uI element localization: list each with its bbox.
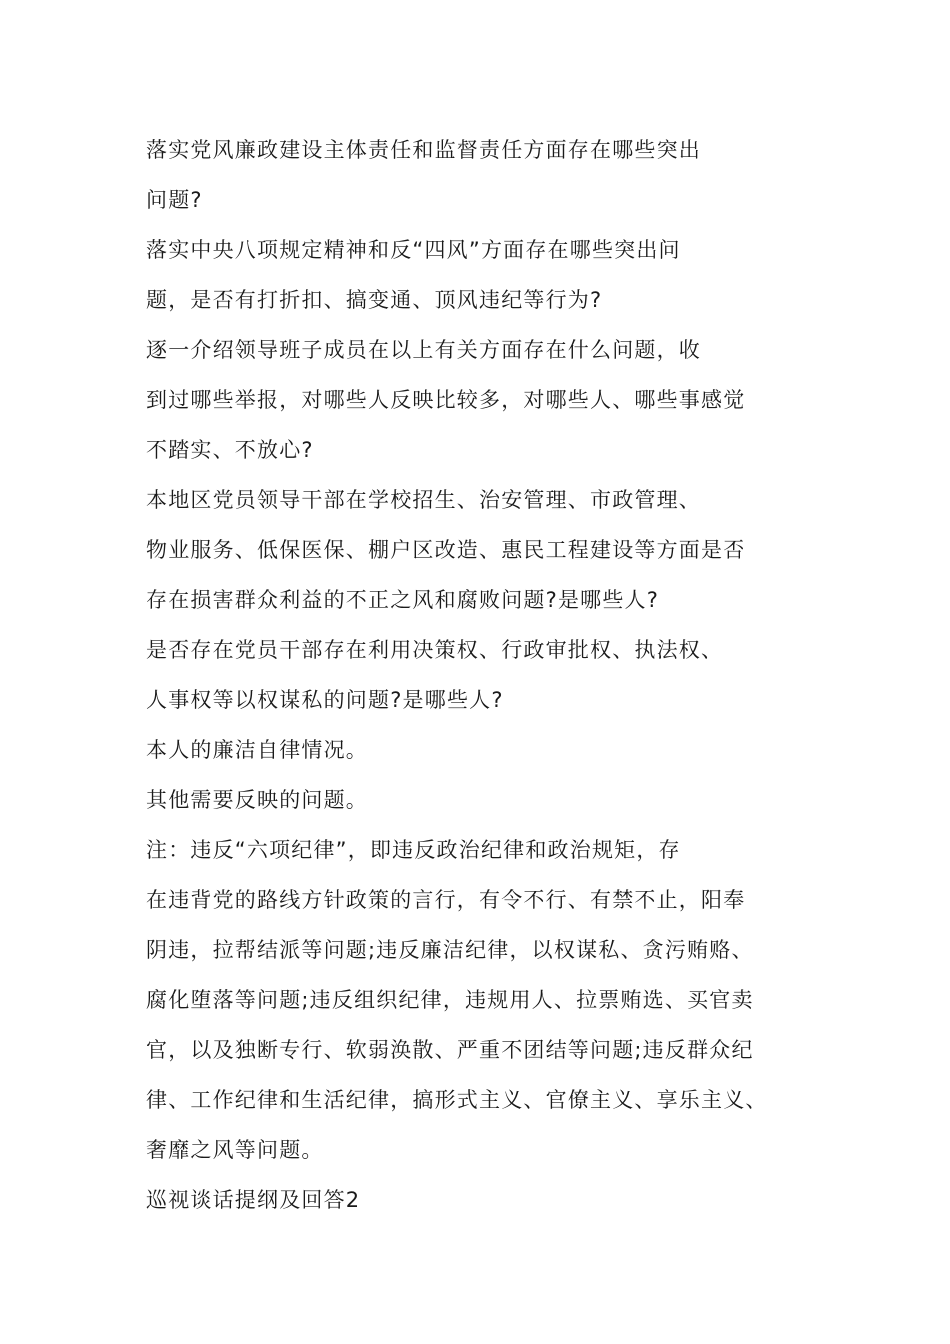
text-line: 逐一介绍领导班子成员在以上有关方面存在什么问题，收 <box>146 338 701 362</box>
text-line: 官，以及独断专行、软弱涣散、严重不团结等问题;违反群众纪 <box>146 1038 754 1062</box>
text-line: 到过哪些举报，对哪些人反映比较多，对哪些人、哪些事感觉 <box>146 388 746 412</box>
text-line: 人事权等以权谋私的问题?是哪些人? <box>146 688 504 712</box>
text-line: 物业服务、低保医保、棚户区改造、惠民工程建设等方面是否 <box>146 538 746 562</box>
text-line: 不踏实、不放心? <box>146 438 314 462</box>
text-line: 问题? <box>146 188 203 212</box>
text-line: 注：违反“六项纪律”，即违反政治纪律和政治规矩，存 <box>146 838 681 862</box>
text-line: 题，是否有打折扣、搞变通、顶风违纪等行为? <box>146 288 603 312</box>
text-line: 奢靡之风等问题。 <box>146 1138 324 1162</box>
text-line: 阴违，拉帮结派等问题;违反廉洁纪律，以权谋私、贪污贿赂、 <box>146 938 754 962</box>
text-line: 落实中央八项规定精神和反“四风”方面存在哪些突出问 <box>146 238 681 262</box>
text-line: 在违背党的路线方针政策的言行，有令不行、有禁不止，阳奉 <box>146 888 746 912</box>
text-line: 本人的廉洁自律情况。 <box>146 738 368 762</box>
text-line: 存在损害群众利益的不正之风和腐败问题?是哪些人? <box>146 588 660 612</box>
section-heading: 巡视谈话提纲及回答2 <box>146 1188 361 1212</box>
text-line: 腐化堕落等问题;违反组织纪律，违规用人、拉票贿选、买官卖 <box>146 988 754 1012</box>
text-line: 是否存在党员干部存在利用决策权、行政审批权、执法权、 <box>146 638 724 662</box>
text-line: 律、工作纪律和生活纪律，搞形式主义、官僚主义、享乐主义、 <box>146 1088 768 1112</box>
text-line: 其他需要反映的问题。 <box>146 788 368 812</box>
text-line: 本地区党员领导干部在学校招生、治安管理、市政管理、 <box>146 488 701 512</box>
text-line: 落实党风廉政建设主体责任和监督责任方面存在哪些突出 <box>146 138 701 162</box>
